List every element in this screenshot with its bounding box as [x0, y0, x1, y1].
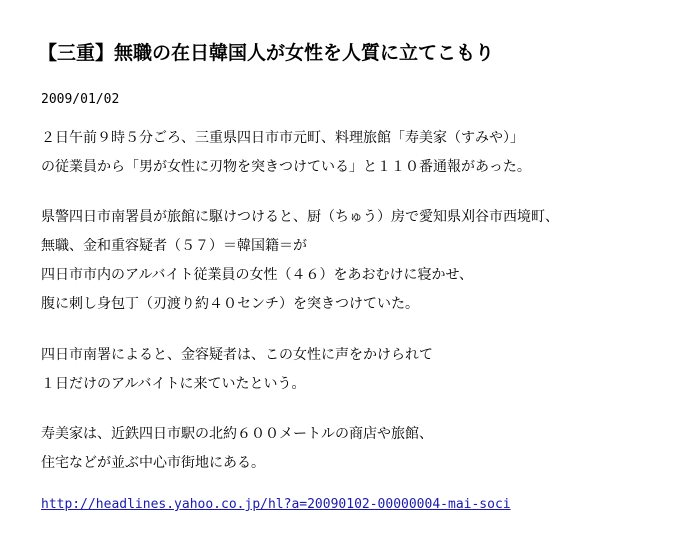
paragraph-line: 腹に刺し身包丁（刃渡り約４０センチ）を突きつけていた。	[41, 296, 419, 312]
paragraph-line: 住宅などが並ぶ中心市街地にある。	[41, 455, 265, 471]
article-paragraph-4	[41, 420, 433, 478]
paragraph-line: １日だけのアルバイトに来ていたという。	[41, 376, 306, 392]
source-link[interactable]: http://headlines.yahoo.co.jp/hl?a=20090102-00000004-mai-soci	[41, 497, 511, 512]
article-date: 2009/01/02	[41, 92, 120, 107]
paragraph-line: ２日午前９時５分ごろ、三重県四日市市元町、料理旅館「寿美家（すみや）」	[41, 130, 524, 146]
paragraph-line: 四日市南署によると、金容疑者は、この女性に声をかけられて	[41, 347, 433, 363]
article-paragraph-2	[41, 203, 559, 319]
paragraph-line: 無職、金和重容疑者（５７）＝韓国籍＝が	[41, 238, 307, 254]
paragraph-line: 四日市市内のアルバイト従業員の女性（４６）をあおむけに寝かせ、	[41, 267, 474, 283]
paragraph-line: 寿美家は、近鉄四日市駅の北約６００メートルの商店や旅館、	[41, 426, 433, 442]
article-paragraph-3	[41, 341, 433, 399]
paragraph-line: の従業員から「男が女性に刃物を突きつけている」と１１０番通報があった。	[41, 159, 531, 175]
article-paragraph-1	[41, 124, 531, 182]
article-title: 【三重】無職の在日韓国人が女性を人質に立てこもり	[38, 42, 495, 64]
paragraph-line: 県警四日市南署員が旅館に駆けつけると、厨（ちゅう）房で愛知県刈谷市西境町、	[41, 209, 559, 225]
